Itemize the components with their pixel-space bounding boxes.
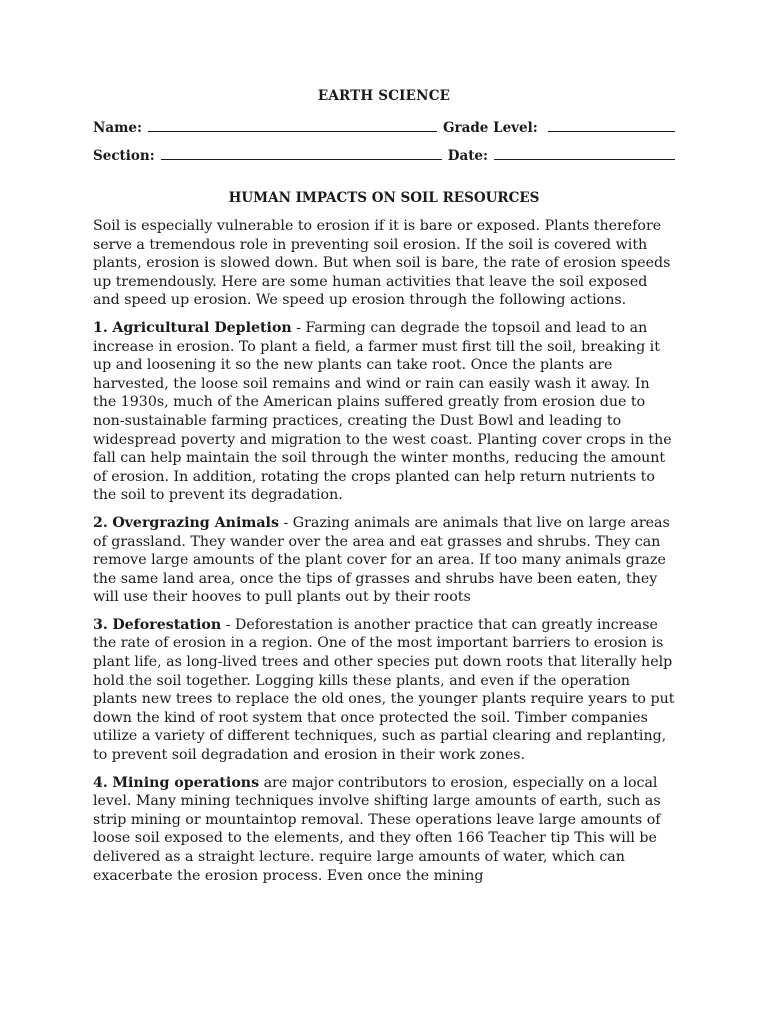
grade-level-label: Grade Level: bbox=[442, 120, 538, 136]
name-field[interactable] bbox=[148, 116, 437, 132]
item-number: 2. bbox=[93, 514, 108, 531]
item-heading: Overgrazing Animals bbox=[112, 514, 279, 531]
list-item bbox=[93, 616, 675, 765]
date-label: Date: bbox=[447, 148, 488, 164]
worksheet-page bbox=[93, 86, 675, 894]
list-item bbox=[93, 514, 675, 607]
item-text: - Deforestation is another practice that can greatly increase the rate of erosion in a region. One of the most important barriers to erosion is plant life, as long-lived trees and other species put down roots that literally help hold the soil together. Logging kills these plants, and even if the operation plants new trees to replace the old ones, the younger plants require years to put down the kind of root system that once protected the soil. Timber companies utilize a variety of different techniques, such as partial clearing and replanting, to prevent soil degradation and erosion in their work zones. bbox=[93, 616, 675, 764]
item-heading: Mining operations bbox=[112, 774, 260, 791]
item-text: are major contributors to erosion, especially on a local level. Many mining techniques involve shifting large amounts of earth, such as strip mining or mountaintop removal. These operations leave large amounts of loose soil exposed to the elements, and they often 166 Teacher tip This will be delivered as a straight lecture. require large amounts of water, which can exacerbate the erosion process. Even once the mining bbox=[93, 774, 661, 884]
item-text: - Farming can degrade the topsoil and lead to an increase in erosion. To plant a field, a farmer must first till the soil, breaking it up and loosening it so the new plants can take root. Once the plants are harvested, the loose soil remains and wind or rain can easily wash it away. In the 1930s, much of the American plains suffered greatly from erosion due to non-sustainable farming practices, creating the Dust Bowl and leading to widespread poverty and migration to the west coast. Planting cover crops in the fall can help maintain the soil through the winter months, reducing the amount of erosion. In addition, rotating the crops planted can help return nutrients to the soil to prevent its degradation. bbox=[93, 319, 672, 504]
item-number: 1. bbox=[93, 319, 108, 336]
name-label: Name: bbox=[93, 120, 142, 136]
item-number: 4. bbox=[93, 774, 108, 791]
intro-paragraph: Soil is especially vulnerable to erosion if it is bare or exposed. Plants therefore serve a tremendous role in preventing soil erosion. If the soil is covered with plants, erosion is slowed down. But when soil is bare, the rate of erosion speeds up tremendously. Here are some human activities that leave the soil exposed and speed up erosion. We speed up erosion through the following actions. bbox=[93, 218, 671, 309]
name-grade-row bbox=[93, 115, 675, 136]
list-item bbox=[93, 319, 675, 505]
section-date-row bbox=[93, 143, 675, 164]
section-heading: HUMAN IMPACTS ON SOIL RESOURCES bbox=[228, 190, 540, 206]
item-number: 3. bbox=[93, 616, 108, 633]
item-heading: Agricultural Depletion bbox=[112, 319, 292, 336]
item-text: - Grazing animals are animals that live on large areas of grassland. They wander over the area and eat grasses and shrubs. They can remove large amounts of the plant cover for an area. If too many animals graze the same land area, once the tips of grasses and shrubs have been eaten, they will use their hooves to pull plants out by their roots bbox=[93, 514, 670, 606]
grade-level-field[interactable] bbox=[548, 116, 675, 132]
section-label: Section: bbox=[93, 148, 155, 164]
section-field[interactable] bbox=[161, 144, 442, 160]
item-heading: Deforestation bbox=[112, 616, 222, 633]
list-item bbox=[93, 774, 675, 886]
page-title: EARTH SCIENCE bbox=[317, 88, 451, 104]
date-field[interactable] bbox=[494, 144, 675, 160]
